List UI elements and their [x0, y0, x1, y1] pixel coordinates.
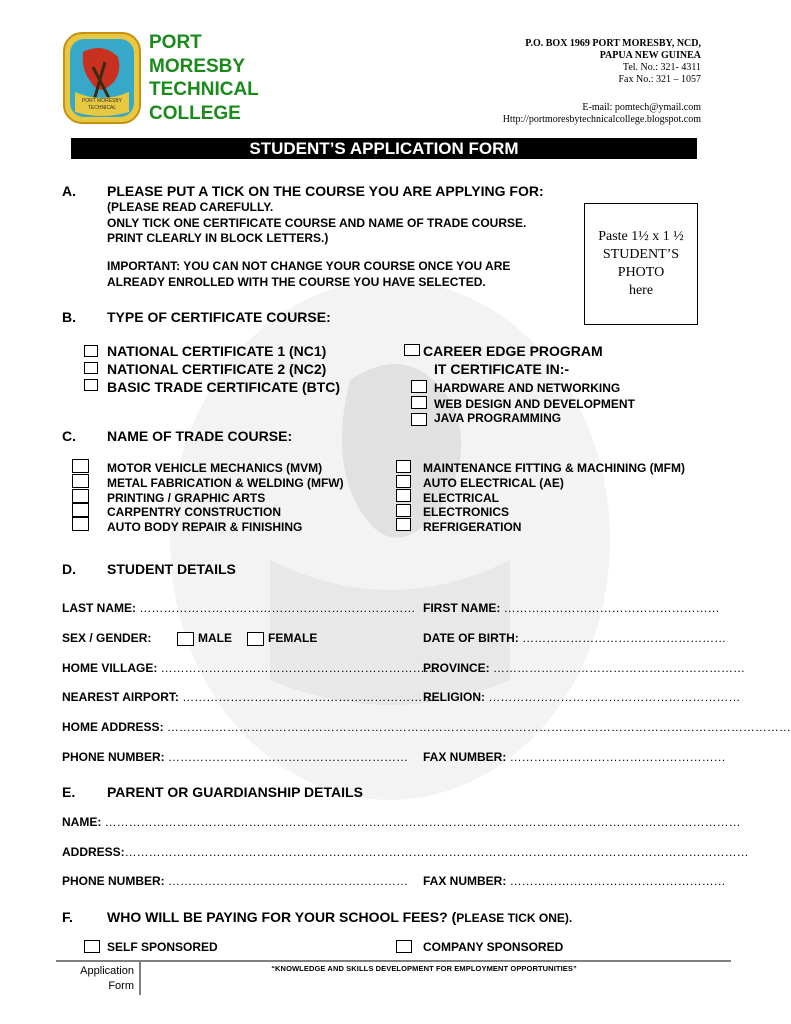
svg-text:PORT MORESBY: PORT MORESBY	[81, 98, 123, 104]
college-address	[503, 38, 701, 126]
option-nc2-label: NATIONAL CERTIFICATE 2 (NC2)	[107, 361, 327, 377]
trade-right-list	[423, 461, 685, 535]
dob-label: DATE OF BIRTH:	[423, 631, 519, 645]
last-name-label: LAST NAME:	[62, 601, 136, 615]
home-address-label: HOME ADDRESS:	[62, 720, 164, 734]
checkbox-company-sponsored[interactable]	[396, 940, 412, 953]
important-line: IMPORTANT: YOU CAN NOT CHANGE YOUR COURSE ONCE YOU ARE	[107, 259, 511, 273]
option-java-programming-label: JAVA PROGRAMMING	[434, 411, 562, 425]
province-field[interactable]: PROVINCE: ………………………………………………………	[423, 661, 746, 675]
option-mfw-label: METAL FABRICATION & WELDING (MFW)	[107, 475, 344, 490]
section-f-heading: WHO WILL BE PAYING FOR YOUR SCHOOL FEES? (	[107, 909, 457, 925]
college-name-line: TECHNICAL	[149, 79, 259, 100]
last-name-field[interactable]: LAST NAME: ……………………………………………………………	[62, 601, 416, 615]
option-btc-label: BASIC TRADE CERTIFICATE (BTC)	[107, 379, 341, 395]
guardian-fax-field[interactable]: FAX NUMBER: ………………………………………………	[423, 874, 726, 888]
section-c-letter: C.	[62, 428, 76, 444]
checkbox-male[interactable]	[177, 632, 194, 646]
instruction-line: (PLEASE READ CAREFULLY.	[107, 200, 274, 214]
guardian-fax-label: FAX NUMBER:	[423, 874, 507, 888]
form-title: STUDENT’S APPLICATION FORM	[249, 139, 519, 158]
dob-field[interactable]: DATE OF BIRTH: ……………………………………………	[423, 631, 727, 645]
checkbox-java-programming[interactable]	[411, 413, 427, 426]
photo-box-line: PHOTO	[617, 265, 665, 280]
svg-text:TECHNICAL: TECHNICAL	[87, 105, 117, 111]
footer-label	[66, 964, 134, 994]
nearest-airport-field[interactable]: NEAREST AIRPORT: ………………………………………………………	[62, 690, 435, 704]
religion-label: RELIGION:	[423, 690, 485, 704]
college-name-line: PORT	[149, 32, 202, 53]
home-address-field[interactable]: HOME ADDRESS: …………………………………………………………………………………………………………………………………………	[62, 720, 791, 734]
it-certificate-label: IT CERTIFICATE IN:-	[434, 361, 570, 377]
section-f-letter: F.	[62, 909, 73, 925]
section-a-letter: A.	[62, 183, 76, 199]
college-name	[149, 31, 259, 125]
option-carpentry-label: CARPENTRY CONSTRUCTION	[107, 505, 282, 520]
guardian-phone-field[interactable]: PHONE NUMBER: ……………………………………………………	[62, 874, 409, 888]
option-web-design-label: WEB DESIGN AND DEVELOPMENT	[434, 397, 635, 411]
section-a-important	[107, 259, 510, 290]
checkbox-self-sponsored[interactable]	[84, 940, 100, 953]
fax-label: FAX NUMBER:	[423, 750, 507, 764]
checkbox-mfw[interactable]	[72, 474, 89, 488]
checkbox-nc2[interactable]	[84, 362, 98, 374]
checkbox-carpentry[interactable]	[72, 503, 89, 517]
guardian-address-field[interactable]: ADDRESS:…………………………………………………………………………………………………………………………………………	[62, 845, 749, 859]
footer-motto: “KNOWLEDGE AND SKILLS DEVELOPMENT FOR EMPLOYMENT OPPORTUNITIES”	[271, 964, 577, 973]
option-mvm-label: MOTOR VEHICLE MECHANICS (MVM)	[107, 461, 323, 475]
company-sponsored-label: COMPANY SPONSORED	[423, 940, 564, 954]
career-edge-label: CAREER EDGE PROGRAM	[423, 343, 603, 359]
checkbox-printing[interactable]	[72, 489, 89, 503]
photo-box-line: STUDENT’S	[602, 247, 680, 262]
checkbox-hardware-networking[interactable]	[411, 380, 427, 393]
first-name-label: FIRST NAME:	[423, 601, 501, 615]
male-label: MALE	[198, 631, 232, 645]
instruction-line: PRINT CLEARLY IN BLOCK LETTERS.)	[107, 231, 329, 245]
footer-divider	[139, 962, 141, 995]
college-name-line: COLLEGE	[149, 102, 241, 124]
section-a-instructions	[107, 200, 526, 247]
section-c-heading: NAME OF TRADE COURSE:	[107, 428, 293, 444]
checkbox-auto-electrical[interactable]	[396, 475, 411, 488]
checkbox-career-edge[interactable]	[404, 344, 420, 356]
checkbox-auto-body[interactable]	[72, 517, 89, 531]
email-address: E-mail: pomtech@ymail.com	[582, 102, 701, 113]
trade-left-list	[107, 461, 344, 535]
phone-field[interactable]: PHONE NUMBER: ……………………………………………………	[62, 750, 409, 764]
checkbox-electrical[interactable]	[396, 489, 411, 502]
option-electronics-label: ELECTRONICS	[423, 505, 510, 520]
address-line: Tel. No.: 321- 4311	[622, 62, 701, 73]
section-d-letter: D.	[62, 561, 76, 577]
guardian-name-label: NAME:	[62, 815, 102, 829]
checkbox-electronics[interactable]	[396, 504, 411, 517]
checkbox-btc[interactable]	[84, 379, 98, 391]
photo-box	[584, 203, 698, 325]
first-name-field[interactable]: FIRST NAME: ………………………………………………	[423, 601, 720, 615]
option-printing-label: PRINTING / GRAPHIC ARTS	[107, 490, 266, 505]
checkbox-mfm[interactable]	[396, 460, 411, 473]
checkbox-female[interactable]	[247, 632, 264, 646]
footer-label-line: Application	[80, 965, 134, 977]
section-a-heading: PLEASE PUT A TICK ON THE COURSE YOU ARE APPLYING FOR:	[107, 183, 544, 199]
fax-field[interactable]: FAX NUMBER: ………………………………………………	[423, 750, 726, 764]
address-line: Fax No.: 321 – 1057	[618, 74, 701, 85]
important-line: ALREADY ENROLLED WITH THE COURSE YOU HAVE SELECTED.	[107, 274, 486, 289]
checkbox-nc1[interactable]	[84, 345, 98, 357]
sex-gender-label: SEX / GENDER:	[62, 631, 152, 645]
home-village-field[interactable]: HOME VILLAGE: ……………………………………………………………	[62, 661, 437, 675]
guardian-name-field[interactable]: NAME: ……………………………………………………………………………………………………………………………………………	[62, 815, 741, 829]
college-logo	[63, 32, 141, 124]
nearest-airport-label: NEAREST AIRPORT:	[62, 690, 179, 704]
photo-box-line: here	[628, 283, 654, 298]
address-line: P.O. BOX 1969 PORT MORESBY, NCD,	[525, 38, 701, 49]
section-b-letter: B.	[62, 309, 76, 325]
option-mfm-label: MAINTENANCE FITTING & MACHINING (MFM)	[423, 461, 685, 475]
checkbox-web-design[interactable]	[411, 396, 427, 409]
section-f-heading-note: PLEASE TICK ONE).	[456, 911, 573, 925]
option-auto-body-label: AUTO BODY REPAIR & FINISHING	[107, 520, 303, 535]
section-f-heading-wrap	[107, 909, 572, 927]
instruction-line: ONLY TICK ONE CERTIFICATE COURSE AND NAME OF TRADE COURSE.	[107, 215, 527, 230]
option-refrigeration-label: REFRIGERATION	[423, 520, 522, 535]
option-electrical-label: ELECTRICAL	[423, 490, 499, 505]
religion-field[interactable]: RELIGION: ………………………………………………………	[423, 690, 741, 704]
address-line: PAPUA NEW GUINEA	[599, 50, 701, 61]
footer-label-line: Form	[108, 980, 134, 992]
section-e-heading: PARENT OR GUARDIANSHIP DETAILS	[107, 784, 363, 800]
section-e-letter: E.	[62, 784, 76, 800]
section-b-heading: TYPE OF CERTIFICATE COURSE:	[107, 309, 331, 325]
option-hardware-networking-label: HARDWARE AND NETWORKING	[434, 381, 621, 395]
section-d-heading: STUDENT DETAILS	[107, 561, 236, 577]
home-village-label: HOME VILLAGE:	[62, 661, 158, 675]
self-sponsored-label: SELF SPONSORED	[107, 940, 218, 954]
guardian-phone-label: PHONE NUMBER:	[62, 874, 165, 888]
phone-label: PHONE NUMBER:	[62, 750, 165, 764]
checkbox-mvm[interactable]	[72, 459, 89, 473]
form-title-bar	[71, 138, 697, 159]
guardian-address-label: ADDRESS:	[62, 845, 125, 859]
website-url: Http://portmoresbytechnicalcollege.blogspot.com	[502, 114, 701, 125]
footer-rule	[56, 960, 731, 962]
province-label: PROVINCE:	[423, 661, 490, 675]
checkbox-refrigeration[interactable]	[396, 518, 411, 531]
option-nc1-label: NATIONAL CERTIFICATE 1 (NC1)	[107, 343, 327, 359]
college-name-line: MORESBY	[149, 55, 246, 77]
female-label: FEMALE	[268, 631, 318, 645]
photo-box-line: Paste 1½ x 1 ½	[598, 229, 684, 244]
option-auto-electrical-label: AUTO ELECTRICAL (AE)	[423, 475, 564, 490]
